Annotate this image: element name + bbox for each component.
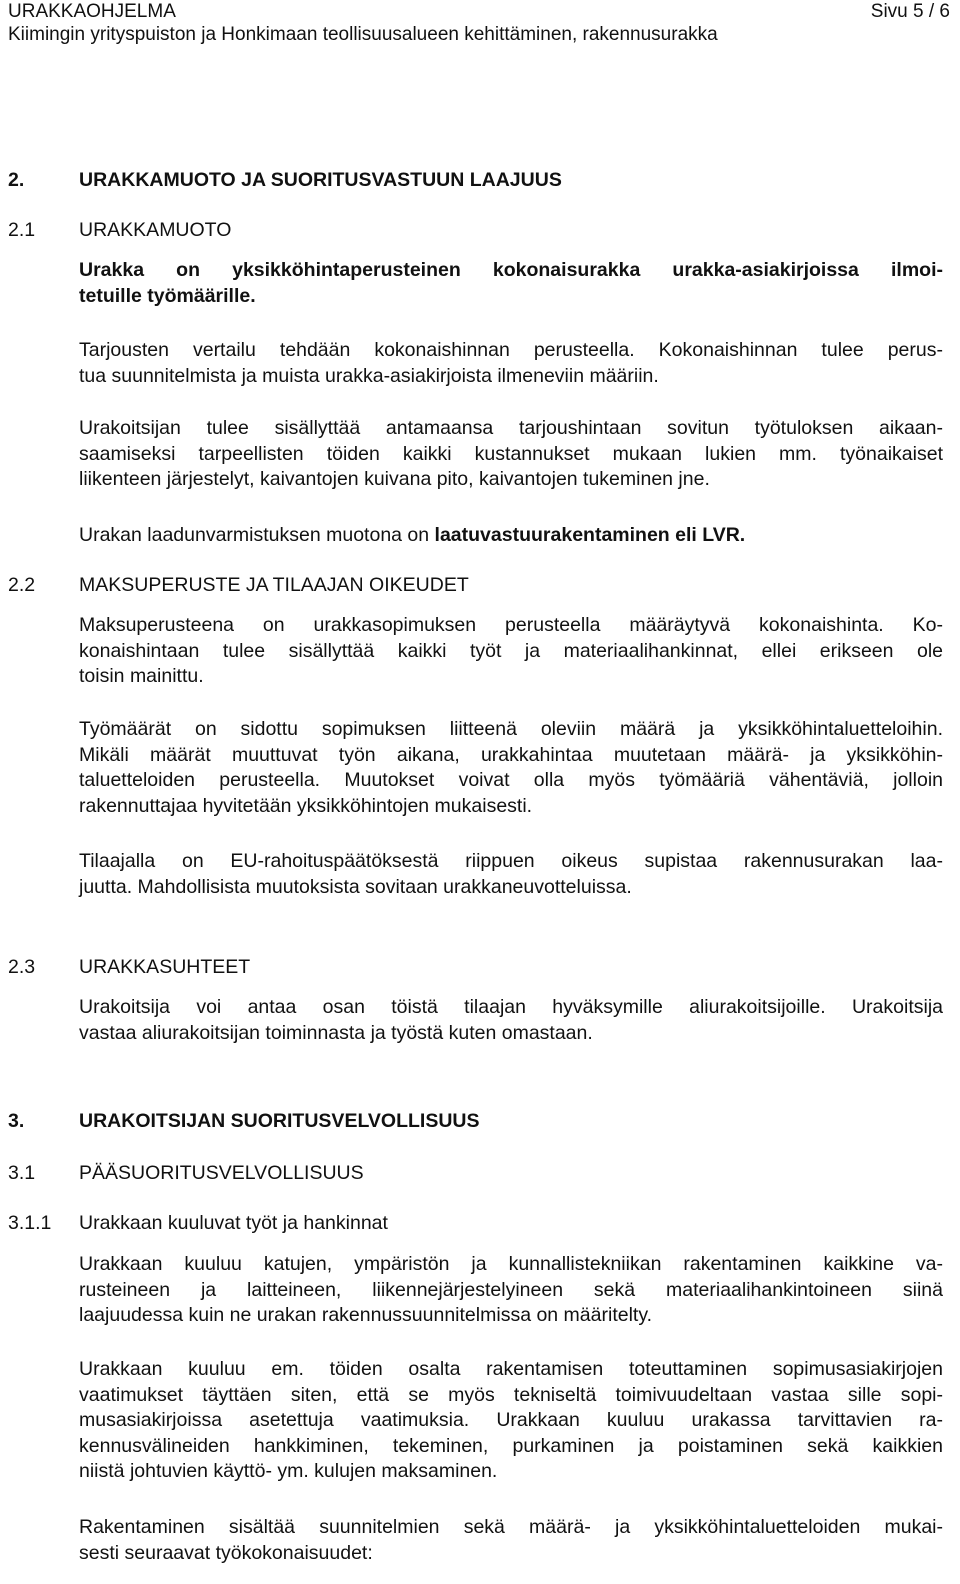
heading-title: URAKKAMUOTO	[79, 219, 232, 241]
heading-number: 2.1	[8, 219, 36, 241]
paragraph-work-quantities: Työmäärät on sidottu sopimuksen liitteenä oleviin määrä ja yksikköhintaluetteloihin. Mikäli määrät muuttuvat työn aikana, urakkahintaa muutetaan määrä- ja yksikköhin- taluetteloiden perusteella. Muutokset voivat olla myös työmääriä vähentäviä, jolloin rakennuttajaa hyvitetään yksikköhintojen mukaisesti.	[79, 718, 943, 817]
paragraph-payment-basis: Maksuperusteena on urakkasopimuksen perusteella määräytyvä kokonaishinta. Ko- konaishintaan tulee sisällyttää kaikki työt ja materiaalihankinnat, ellei erikseen ole toisin mainittu.	[79, 614, 943, 688]
heading-title: URAKKAMUOTO JA SUORITUSVASTUUN LAAJUUS	[79, 169, 562, 191]
heading-title: URAKOITSIJAN SUORITUSVELVOLLISUUS	[79, 1110, 480, 1132]
heading-number: 2.	[8, 169, 25, 191]
heading-number: 3.	[8, 1110, 25, 1132]
paragraph-contractor-costs: Urakoitsijan tulee sisällyttää antamaansa tarjoushintaan sovitun työtuloksen aikaan- saamiseksi tarpeellisten töiden kaikki kustannukset mukaan lukien mm. työnaikaiset liikenteen järjestelyt, kaivantojen kuivana pito, kaivantojen tukeminen jne.	[79, 417, 943, 491]
paragraph-scope-reduction: Tilaajalla on EU-rahoituspäätöksestä riippuen oikeus supistaa rakennusurakan laa- juutta. Mahdollisista muutoksista sovitaan urakkaneuvotteluissa.	[79, 850, 943, 898]
heading-title: MAKSUPERUSTE JA TILAAJAN OIKEUDET	[79, 574, 469, 596]
heading-number: 2.3	[8, 956, 36, 978]
paragraph-construction-requirements: Urakkaan kuuluu em. töiden osalta rakentamisen toteuttaminen sopimusasiakirjojen vaatimukset täyttäen siten, että se myös tekniseltä toimivuudeltaan vastaa sille sopi- musasiakirjoissa asetettuja vaatimuksia. Urakkaan kuuluu urakassa tarvittavien ra- kennusvälineiden hankkiminen, tekeminen, purkaminen ja poistaminen sekä kaikkien niistä johtuvien käyttö- ym. kulujen maksaminen.	[79, 1358, 943, 1483]
document-name: URAKKAOHJELMA	[8, 1, 176, 22]
paragraph-work-packages: Rakentaminen sisältää suunnitelmien sekä määrä- ja yksikköhintaluetteloiden mukai- sesti seuraavat työkokonaisuudet:	[79, 1516, 943, 1564]
paragraph-included-works: Urakkaan kuuluu katujen, ympäristön ja kunnallistekniikan rakentaminen kaikkine va- rusteineen ja laitteineen, liikennejärjestelyineen sekä materiaalihankintoineen siinä laajuudessa kuin ne urakan rakennussuunnitelmissa on määritelty.	[79, 1253, 943, 1327]
heading-number: 2.2	[8, 574, 36, 596]
heading-title: URAKKASUHTEET	[79, 956, 251, 978]
paragraph-price-comparison: Tarjousten vertailu tehdään kokonaishinnan perusteella. Kokonaishinnan tulee perus- tua suunnitelmista ja muista urakka-asiakirjoista ilmeneviin määriin.	[79, 339, 943, 387]
heading-number: 3.1	[8, 1162, 36, 1184]
quality-method: laatuvastuurakentaminen eli LVR.	[434, 524, 746, 546]
paragraph-quality-assurance: Urakan laadunvarmistuksen muotona on laatuvastuurakentaminen eli LVR.	[79, 524, 746, 546]
heading-title: Urakkaan kuuluvat työt ja hankinnat	[79, 1212, 388, 1234]
page-number: Sivu 5 / 6	[870, 1, 950, 22]
heading-number: 3.1.1	[8, 1212, 52, 1234]
running-header-top	[8, 0, 952, 24]
paragraph-subcontracting: Urakoitsija voi antaa osan töistä tilaajan hyväksymille aliurakoitsijoille. Urakoitsija vastaa aliurakoitsijan toiminnasta ja työstä kuten omastaan.	[79, 996, 943, 1044]
paragraph-contract-type: Urakka on yksikköhintaperusteinen kokonaisurakka urakka-asiakirjoissa ilmoi- tetuille työmäärille.	[79, 259, 943, 307]
running-header-project: Kiimingin yrityspuiston ja Honkimaan teollisuusalueen kehittäminen, rakennusurakka	[8, 24, 718, 45]
heading-title: PÄÄSUORITUSVELVOLLISUUS	[79, 1162, 364, 1184]
